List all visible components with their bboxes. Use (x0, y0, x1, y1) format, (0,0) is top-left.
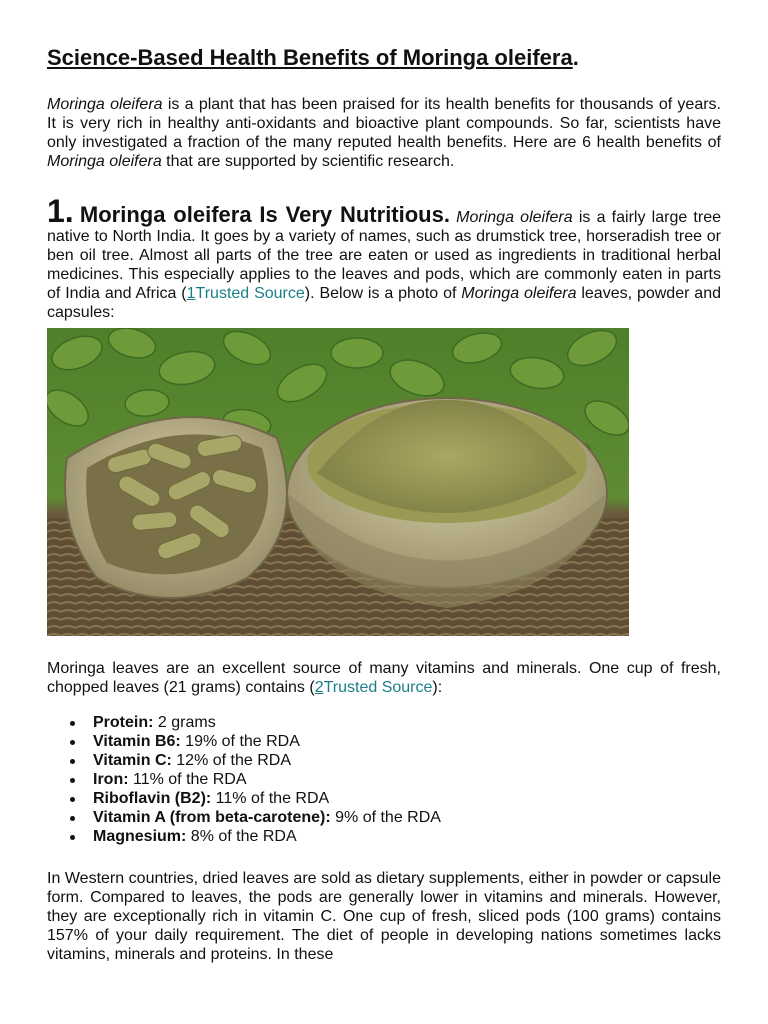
nutrient-label: Magnesium: (93, 828, 187, 845)
list-item (93, 808, 441, 827)
title-text: Science-Based Health Benefits of Moringa oleifera (47, 45, 573, 70)
list-item (93, 827, 441, 846)
species-name: Moringa oleifera (47, 96, 163, 113)
intro-paragraph (47, 95, 721, 171)
nutrient-label: Protein: (93, 714, 154, 731)
leaves-text-a: Moringa leaves are an excellent source of many vitamins and minerals. One cup of fresh, chopped leaves (21 grams) contains ( (47, 660, 721, 696)
list-item (93, 770, 441, 789)
title-suffix: . (572, 45, 579, 70)
nutrient-value: 9% of the RDA (330, 809, 441, 826)
species-name: Moringa oleifera (47, 153, 162, 170)
list-item (93, 751, 441, 770)
section-text-b: ). Below is a photo of (304, 285, 462, 302)
intro-text-a: is a plant that has been praised for its health benefits for thousands of years. It is very rich in healthy anti-oxidants and bioactive plant compounds. So far, scientists have only investigated a fraction of the many reputed health benefits. Here are 6 health benefits of (47, 96, 722, 151)
nutrient-value: 8% of the RDA (186, 828, 297, 845)
species-name: Moringa oleifera (461, 285, 577, 302)
page-title (47, 43, 579, 73)
western-paragraph: In Western countries, dried leaves are sold as dietary supplements, either in powder or capsule form. Compared to leaves, the pods are generally lower in vitamins and minerals. However, they are exceptionally rich in vitamin C. One cup of fresh, sliced pods (100 grams) contains 157% of your daily requirement. The diet of people in developing nations sometimes lacks vitamins, minerals and proteins. In these (47, 870, 721, 963)
list-item (93, 732, 441, 751)
nutrient-value: 12% of the RDA (171, 752, 291, 769)
nutrient-value: 19% of the RDA (180, 733, 300, 750)
section-text-a: is a fairly large tree native to North India. It goes by a variety of names, such as drumstick tree, horseradish tree or ben oil tree. Almost all parts of the tree are eaten or used as ingredients in traditional herbal medicines. This especially applies to the leaves and pods, which are commonly eaten in parts of India and Africa ( (47, 209, 722, 302)
leaves-paragraph (47, 659, 721, 697)
reference-link-number[interactable]: 1 (186, 285, 196, 302)
nutrient-label: Vitamin A (from beta-carotene): (93, 809, 331, 826)
nutrient-list (47, 713, 441, 846)
nutrient-label: Vitamin B6: (93, 733, 181, 750)
nutrient-label: Iron: (93, 771, 129, 788)
section-number: 1. (47, 193, 74, 229)
reference-link-number[interactable]: 2 (314, 679, 324, 696)
nutrient-value: 11% of the RDA (211, 790, 330, 807)
intro-text-b: that are supported by scientific research. (161, 153, 455, 170)
section-text-c: leaves, powder and capsules: (47, 285, 722, 321)
nutrient-label: Riboflavin (B2): (93, 790, 212, 807)
section-heading: Moringa oleifera Is Very Nutritious. (79, 202, 450, 227)
nutrient-value: 11% of the RDA (128, 771, 247, 788)
trusted-source-link[interactable]: Trusted Source (323, 679, 433, 696)
section-1 (47, 195, 721, 322)
list-item (93, 713, 441, 732)
nutrient-value: 2 grams (153, 714, 216, 731)
list-item (93, 789, 441, 808)
species-name: Moringa oleifera (456, 209, 573, 226)
nutrient-label: Vitamin C: (93, 752, 172, 769)
leaves-text-b: ): (432, 679, 443, 696)
moringa-photo (47, 328, 629, 636)
trusted-source-link[interactable]: Trusted Source (195, 285, 305, 302)
